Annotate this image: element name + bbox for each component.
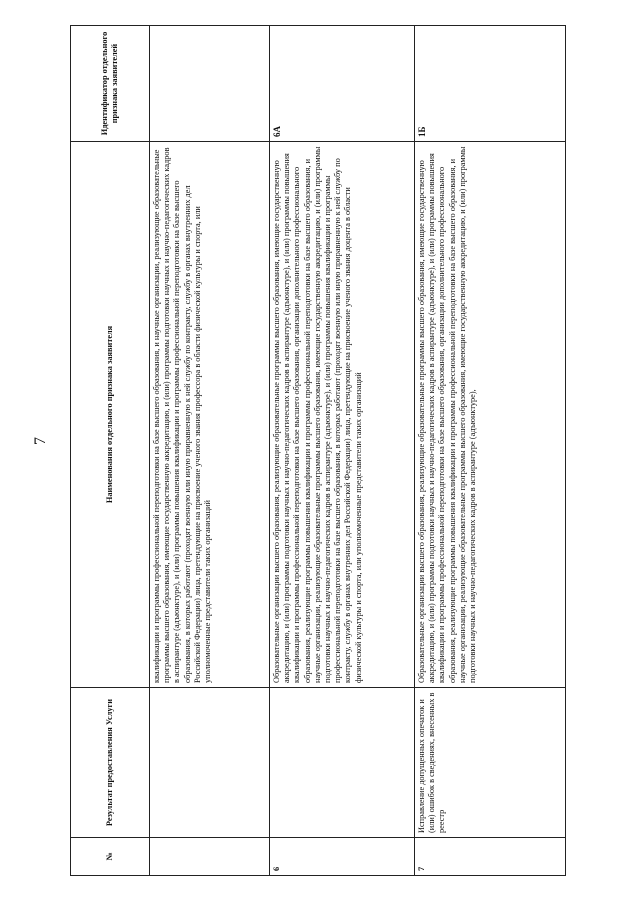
- services-table: [70, 25, 566, 876]
- page-number: 7: [32, 437, 49, 445]
- table-row: [415, 26, 566, 876]
- row-name: Образовательные организации высшего образования, реализующие образовательные программы высшего образования, имеющие государственную аккредитацию, и (или) программы подготовки научных и научно-педагогических кадров в аспирантуре (адъюнктуре), и (или) программы повышения квалификации и программы профессиональной переподготовки на базе высшего образования, организации дополнительного профессионального образования, реализующие программы повышения квалификации и программы профессиональной переподготовки на базе высшего образования, и научные организации, реализующие образовательные программы высшего образования, имеющие государственную аккредитацию, и (или) программы подготовки научных и научно-педагогических кадров в аспирантуре (адъюнктуре), и (или) программы повышения квалификации и программы профессиональной переподготовки на базе высшего образования, в которых работают (проходят военную или иную приравненную к ней службу по контракту, службу в органах внутренних дел Российской Федерации) лица, претендующие на присвоение ученого звания доцента в области физической культуры и спорта, или уполномоченные представители таких организаций: [270, 142, 415, 688]
- table-row: [270, 26, 415, 876]
- header-result: Результат предоставления Услуги: [71, 688, 150, 838]
- row-name: Образовательные организации высшего образования, реализующие образовательные программы высшего образования, имеющие государственную аккредитацию, и (или) программы подготовки научных и научно-педагогических кадров в аспирантуре (адъюнктуре), и (или) программы повышения квалификации и программы профессиональной переподготовки на базе высшего образования, организации дополнительного профессионального образования, реализующие программы повышения квалификации и программы профессиональной переподготовки на базе высшего образования, и научные организации, реализующие образовательные программы высшего образования, имеющие государственную аккредитацию, и (или) программы подготовки научных и научно-педагогических кадров в аспирантуре (адъюнктуре),: [415, 142, 566, 688]
- row-num: [150, 838, 270, 876]
- header-name: Наименования отдельного признака заявителя: [71, 142, 150, 688]
- row-result: [150, 688, 270, 838]
- header-num: №: [71, 838, 150, 876]
- row-code: [150, 26, 270, 142]
- header-code: Идентификатор отдельного признака заявителей: [71, 26, 150, 142]
- document-table-frame: [70, 26, 610, 876]
- table-header-row: [71, 26, 150, 876]
- row-num: 7: [415, 838, 566, 876]
- row-result: [270, 688, 415, 838]
- row-result: Исправление допущенных опечаток и (или) ошибок в сведениях, внесенных в реестр: [415, 688, 566, 838]
- row-num: 6: [270, 838, 415, 876]
- table-row: [150, 26, 270, 876]
- row-code: 1Б: [415, 26, 566, 142]
- row-code: 6А: [270, 26, 415, 142]
- row-name: квалификации и программы профессиональной переподготовки на базе высшего образования, и научные организации, реализующие образовательные программы высшего образования, имеющие государственную аккредитацию, и (или) программы подготовки научных и научно-педагогических кадров в аспирантуре (адъюнктуре), и (или) программы повышения квалификации и программы профессиональной переподготовки на базе высшего образования, в которых работают (проходят военную или иную приравненную к ней службу по контракту, службу в органах внутренних дел Российской Федерации) лица, претендующие на присвоение ученого звания профессора в области физической культуры и спорта, или уполномоченные представители таких организаций: [150, 142, 270, 688]
